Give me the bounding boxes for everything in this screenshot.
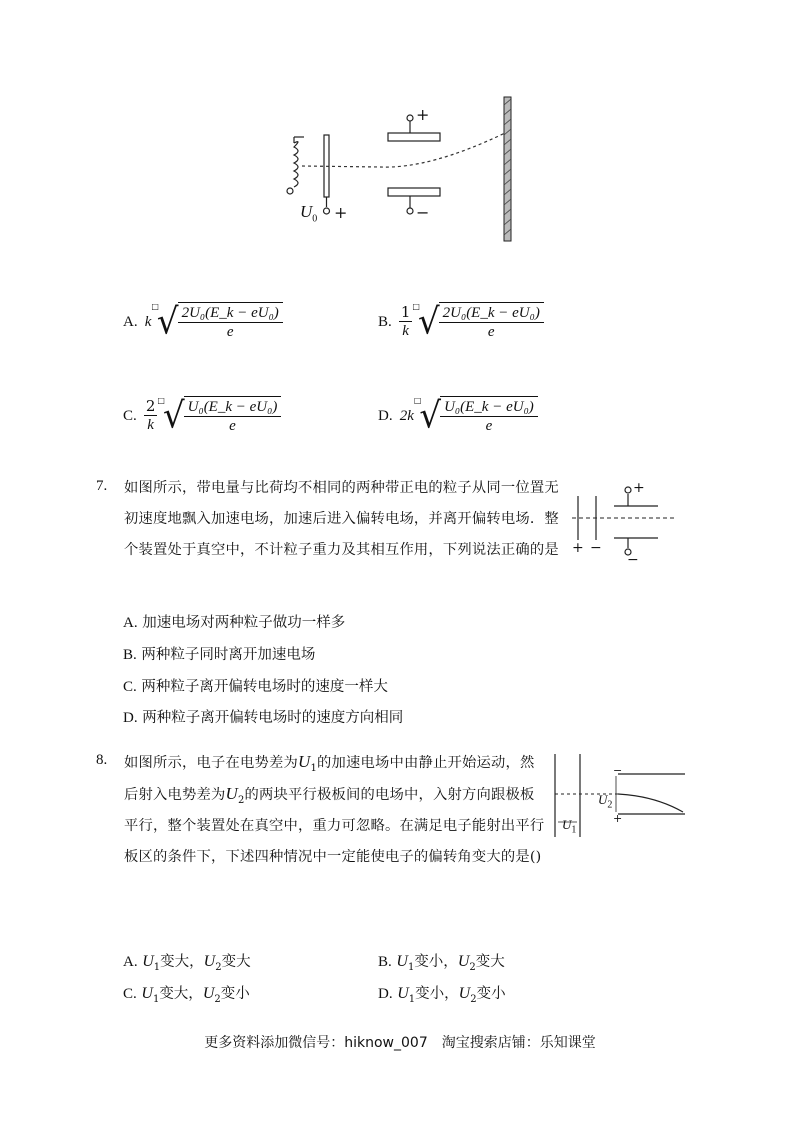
q6-option-c[interactable]: C. $\frac{2}{k}$ □ √ $\frac{\text{U₀(E\_k − eU₀)}}{e}$ xyxy=(123,396,281,435)
page-footer: 更多资料添加微信号：hiknow_007 淘宝搜索店铺：乐知课堂 xyxy=(204,1035,596,1051)
u0-plus-label: + xyxy=(334,203,348,222)
q7-option-d[interactable]: D. 两种粒子离开偏转电场时的速度方向相同 xyxy=(123,710,404,726)
radical: √ $\frac{\text{2U₀(E\_k − eU₀)}}{e}$ xyxy=(157,302,283,341)
q7-stem-line-1: 如图所示，带电量与比荷均不相同的两种带正电的粒子从同一位置无 xyxy=(124,480,559,496)
q7-number: 7. xyxy=(96,478,108,494)
lower-plate-minus-label: − xyxy=(416,203,430,222)
q7-fig-minus: − xyxy=(627,552,639,568)
q8-option-a[interactable]: A. $U_1$变大，$U_2$变大 xyxy=(123,953,251,973)
q7-option-a[interactable]: A. 加速电场对两种粒子做功一样多 xyxy=(123,615,346,631)
q8-stem-line-2: 后射入电势差为$U_2$的两块平行极板间的电场中，入射方向跟极板 xyxy=(124,784,535,806)
q7-stem-line-2: 初速度地飘入加速电场，加速后进入偏转电场，并离开偏转电场．整 xyxy=(124,511,559,527)
q8-fig-u1: $U_1$ xyxy=(562,817,577,836)
q7-fig-left-plus: + xyxy=(572,540,584,556)
q8-stem-line-3: 平行，整个装置处在真空中，重力可忽略。在满足电子能射出平行 xyxy=(124,818,545,834)
q6-option-d[interactable]: D. 2k□ √ $\frac{\text{U₀(E\_k − eU₀)}}{e}$ xyxy=(378,396,538,435)
q8-fig-u2: $U_2$ xyxy=(598,792,613,811)
q8-stem-line-4: 板区的条件下，下述四种情况中一定能使电子的偏转角变大的是() xyxy=(124,849,542,865)
q7-stem-line-3: 个装置处于真空中，不计粒子重力及其相互作用，下列说法正确的是 xyxy=(124,542,559,558)
upper-plate-plus-label: + xyxy=(416,105,430,124)
q7-option-b[interactable]: B. 两种粒子同时离开加速电场 xyxy=(123,647,316,663)
radical: √ $\frac{\text{2U₀(E\_k − eU₀)}}{e}$ xyxy=(418,302,544,341)
q8-option-b[interactable]: B. $U_1$变小，$U_2$变大 xyxy=(378,953,505,973)
q8-option-d[interactable]: D. $U_1$变小，$U_2$变小 xyxy=(378,985,506,1005)
q8-fig-minus: − xyxy=(613,764,623,777)
q8-option-c[interactable]: C. $U_1$变大，$U_2$变小 xyxy=(123,985,250,1005)
q7-option-c[interactable]: C. 两种粒子离开偏转电场时的速度一样大 xyxy=(123,679,388,695)
q7-fig-left-minus: − xyxy=(590,540,602,556)
q8-number: 8. xyxy=(96,752,108,768)
q6-option-a[interactable]: A. k□ √ $\frac{\text{2U₀(E\_k − eU₀)}}{e}$ xyxy=(123,302,283,341)
q8-stem-line-1: 如图所示，电子在电势差为$U_1$的加速电场中由静止开始运动，然 xyxy=(124,752,535,774)
q8-fig-plus: + xyxy=(613,812,623,825)
q6-option-b[interactable]: B. $\frac{1}{k}$ □ √ $\frac{\text{2U₀(E\_k − eU₀)}}{e}$ xyxy=(378,302,544,341)
radical: √ $\frac{\text{U₀(E\_k − eU₀)}}{e}$ xyxy=(419,396,537,435)
radical: √ $\frac{\text{U₀(E\_k − eU₀)}}{e}$ xyxy=(163,396,281,435)
q7-figure xyxy=(570,478,680,568)
u0-label: $U_0$ xyxy=(300,202,318,225)
q7-fig-plus: + xyxy=(633,480,645,496)
